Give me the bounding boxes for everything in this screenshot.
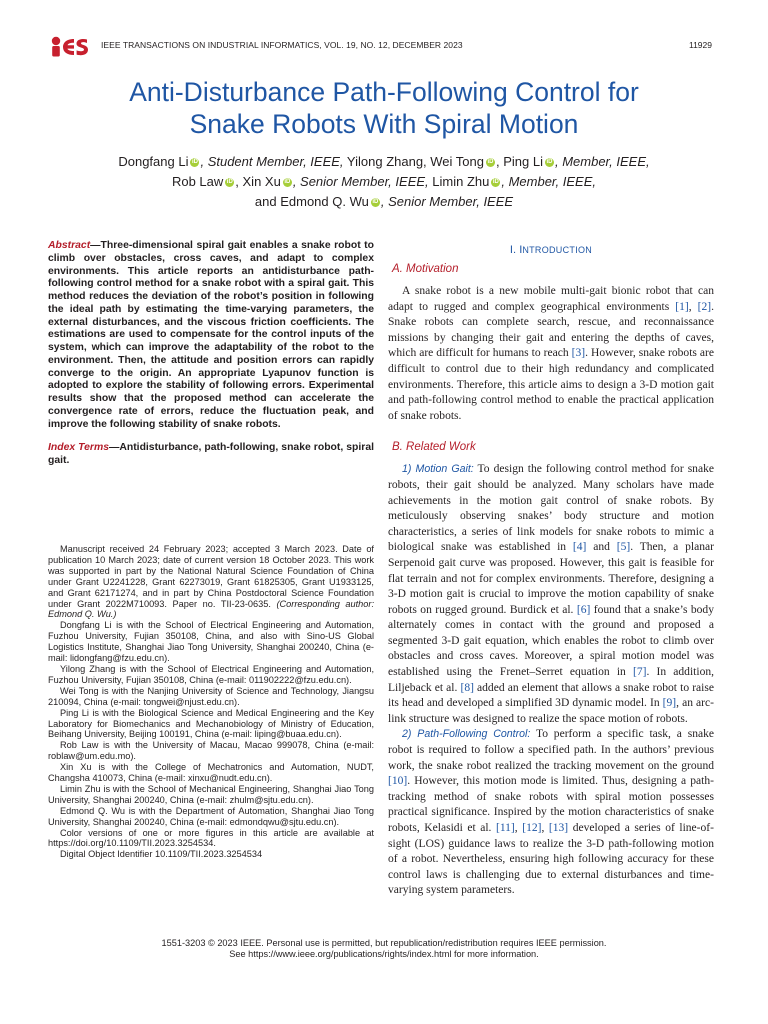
footnote-color-versions: Color versions of one or more figures in this article are available at https://doi.org/10.1109/TII.2023.3254534. [48,827,374,849]
paragraph-title: 1) Motion Gait: [402,463,474,476]
copyright-footer [40,938,728,960]
author-name: , Xin Xu [235,174,281,189]
abstract [48,240,374,431]
orcid-icon[interactable]: iD [226,179,233,185]
left-column [48,240,374,478]
author-membership: , Senior Member, IEEE, [292,174,429,189]
text-run: developed a series of line-of-sight (LOS) guidance laws to realize the 3-D path-following motion of a robot. Nevertheless, ensuring high following accuracy for these control laws is challenging due to external disturbances and time-varying system parameters. [388,822,714,897]
author-name: Yilong Zhang, Wei Tong [343,154,484,169]
subsection-motivation: A. Motivation [392,263,459,275]
running-header [50,35,718,59]
citation-link[interactable]: [12] [522,822,542,834]
citation-link[interactable]: [2] [697,300,712,313]
ies-logo-icon [50,35,88,57]
index-terms [48,442,374,468]
text-run: found that a snake’s body alternately comes in contact with the ground and proposed a segmented 3-D gait equation, which enables the robot to climb over obstacles and cross caves. Moreover, a spiral motion model was established using the Frenet–Serret equation in [388,603,714,679]
right-column [388,240,714,899]
author-membership: , Member, IEEE, [554,154,650,169]
text-run: . However, snake robots are difficult to control due to their high redundancy and complicated environments. Therefore, this article aims to design a 3-D motion gait and path-following control method to enable the practical application of snake robots. [388,347,714,422]
corresponding-author: (Corresponding author: Edmond Q. Wu.) [48,598,375,620]
footnote-affiliation: Wei Tong is with the Nanjing University of Science and Technology, Jiangsu 210094, China (e-mail: tongwei@njust.edu.cn). [48,685,374,707]
text-run: To design the following control method for snake robots, their gait should be analyzed. Many scholars have made achievements in the motion gait control of snake robots. By meticulously observing snakes’ body structure and motion characteristics, a series of link models for snake robots to mimic a biological snake was established in [388,463,714,554]
text-run: , [541,822,549,834]
author-line-1 [40,152,728,172]
citation-link[interactable]: [10] [388,775,408,788]
subsection-related-work: B. Related Work [392,441,476,454]
orcid-icon[interactable]: iD [284,179,291,185]
paragraph-path-following [388,727,714,899]
footnote-manuscript [48,544,374,620]
footnote-affiliation: Ping Li is with the Biological Science and Medical Engineering and the Key Laboratory for Biomechanics and Mechanobiology of Ministry of Education, Beihang University, Beijing 100191, China (e-mail: liping@buaa.edu.cn). [48,707,374,740]
text-run: added an element that allows a snake robot to raise its head and developed a simplified 3D dynamic model. In [388,681,714,710]
footnote-text: Manuscript received 24 February 2023; accepted 3 March 2023. Date of publication 10 March 2023; date of current version 18 October 2023. This work was supported in part by the National Natural Science Foundation of China under Grant U2241228, Grant 62273019, Grant 61825305, Grant U1933125, and Grant 62171274, and in part by China Postdoctoral Science Foundation under Grant 2022M710093. Paper no. TII-23-0635. [48,544,374,609]
footnote-doi: Digital Object Identifier 10.1109/TII.2023.3254534 [60,849,263,860]
author-membership: , Member, IEEE, [501,174,597,189]
orcid-icon[interactable]: iD [372,199,379,205]
paragraph-title: 2) Path-Following Control: [402,728,531,741]
author-name: Rob Law [171,174,224,189]
page-number: 11929 [688,40,712,50]
citation-link[interactable]: [4] [572,541,587,554]
citation-link[interactable]: [5] [616,541,631,554]
citation-link[interactable]: [6] [576,603,591,616]
title-line-2: Snake Robots With Spiral Motion [189,109,579,139]
text-run: , [514,822,523,834]
author-membership: , Student Member, IEEE, [200,154,344,169]
section-number: I. I [509,244,523,256]
orcid-icon[interactable]: iD [191,159,198,165]
author-line-3 [40,192,728,212]
footnote-affiliation: Limin Zhu is with the School of Mechanical Engineering, Shanghai Jiao Tong University, Shanghai 200240, China (e-mail: zhulm@sjtu.edu.cn). [48,783,374,805]
citation-link[interactable]: [9] [662,697,677,710]
citation-link[interactable]: [13] [548,822,569,834]
author-name: Limin Zhu [428,174,490,189]
abstract-text: —Three-dimensional spiral gait enables a snake robot to climb over obstacles, cross caves, and adapt to complex environments. This article reports an antidisturbance path-following control method for a snake robot with a spiral gait. This method reduces the deviation of the robot’s position in following the ideal path by estimating the time-varying parameters, the external disturbances, and the viscous friction coefficients. The estimations are used to compensate for the control inputs of the system, which can improve the adaptability of the robot to the environment. Then, the attitude and position errors can rapidly converge to the origin. An appropriate Lyapunov function is adopted to explore the stability of following errors. Experimental results show that the proposed method can accelerate the convergence rate of errors, reduce the fluctuation peak, and improve the following stability of snake robots. [48,240,374,430]
author-list [40,152,728,212]
orcid-icon[interactable]: iD [487,159,494,165]
footnote-affiliation: Xin Xu is with the College of Mechatronics and Automation, NUDT, Changsha 410073, China (e-mail: xinxu@nudt.edu.cn). [48,762,374,784]
rights-link[interactable]: See https://www.ieee.org/publications/rights/index.html for more information. [229,949,539,959]
copyright-line: 1551-3203 © 2023 IEEE. Personal use is permitted, but republication/redistribution requires IEEE permission. [161,938,607,948]
footnote-affiliation: Yilong Zhang is with the School of Electrical Engineering and Automation, Fuzhou University, Fujian 350108, China (e-mail: 011902222@fzu.edu.cn). [48,663,374,685]
citation-link[interactable]: [7] [632,666,647,679]
text-run: . Then, a planar Serpenoid gait curve was proposed. However, this gait is feasible for flat terrain and not for complex environments. Therefore, designing a 3-D motion gait is crucial to improve the motion capability of snake robots on rugged ground. Burdick et al. [388,541,714,616]
citation-link[interactable]: [8] [460,681,474,694]
author-name: and Edmond Q. Wu [254,194,369,209]
text-run: . However, this motion mode is limited. Thus, designing a path-tracking method of snake robots with spiral motion possesses practical significance. Inspired by the motion characteristics of snake robots, Kelasidi et al. [388,775,714,834]
text-run: , an arc-link structure was designed to realize the space motion of robots. [388,697,714,725]
index-terms-lead: Index Terms [48,442,109,454]
journal-name: IEEE TRANSACTIONS ON INDUSTRIAL INFORMATICS, VOL. 19, NO. 12, DECEMBER 2023 [101,40,463,50]
abstract-lead: Abstract [48,240,91,251]
text-run: To perform a specific task, a snake robot is required to follow a specified path. In the authors’ previous work, the snake robot realized the tracking movement on the ground [388,728,714,772]
paragraph-motivation [388,284,714,424]
section-heading-introduction [388,244,714,256]
citation-link[interactable]: [1] [675,300,689,313]
orcid-icon[interactable]: iD [546,159,553,165]
text-run: . Snake robots can complete search, rescue, and reconnaissance missions by changing their gait and entering the depths of caves, which are difficult for humans to reach [388,300,714,360]
author-membership: , Senior Member, IEEE [380,194,514,209]
footnotes [48,544,374,860]
text-run: , [688,300,698,313]
paper-title [40,76,728,140]
footnote-affiliation: Edmond Q. Wu is with the Department of Automation, Shanghai Jiao Tong University, Shanghai 200240, China (e-mail: edmondqwu@sjtu.edu.cn). [48,805,374,827]
text-run: . In addition, Liljeback et al. [388,666,715,694]
footnote-affiliation: Rob Law is with the University of Macau, Macao 999078, China (e-mail: roblaw@um.edu.mo). [48,740,374,762]
title-line-1: Anti-Disturbance Path-Following Control for [129,77,639,107]
text-run: and [586,541,617,554]
author-name: Dongfang Li [118,154,189,169]
footnote-affiliation: Dongfang Li is with the School of Electrical Engineering and Automation, Fuzhou University, Fujian 350108, China, and also with Sino-US Global Logistics Institute, Shanghai Jiao Tong University, Shanghai 200240, China (e-mail: lidongfang@fzu.edu.cn). [48,620,374,664]
citation-link[interactable]: [11] [495,822,515,834]
orcid-icon[interactable]: iD [492,179,499,185]
index-terms-text: —Antidisturbance, path-following, snake robot, spiral gait. [48,442,375,466]
section-title: NTRODUCTION [522,245,593,255]
citation-link[interactable]: [3] [571,347,586,360]
author-name: , Ping Li [496,154,543,169]
paragraph-motion-gait [388,462,714,727]
text-run: A snake robot is a new mobile multi-gait bionic robot that can adapt to rugged and complex geographical environments [388,285,714,313]
author-line-2 [40,172,728,192]
